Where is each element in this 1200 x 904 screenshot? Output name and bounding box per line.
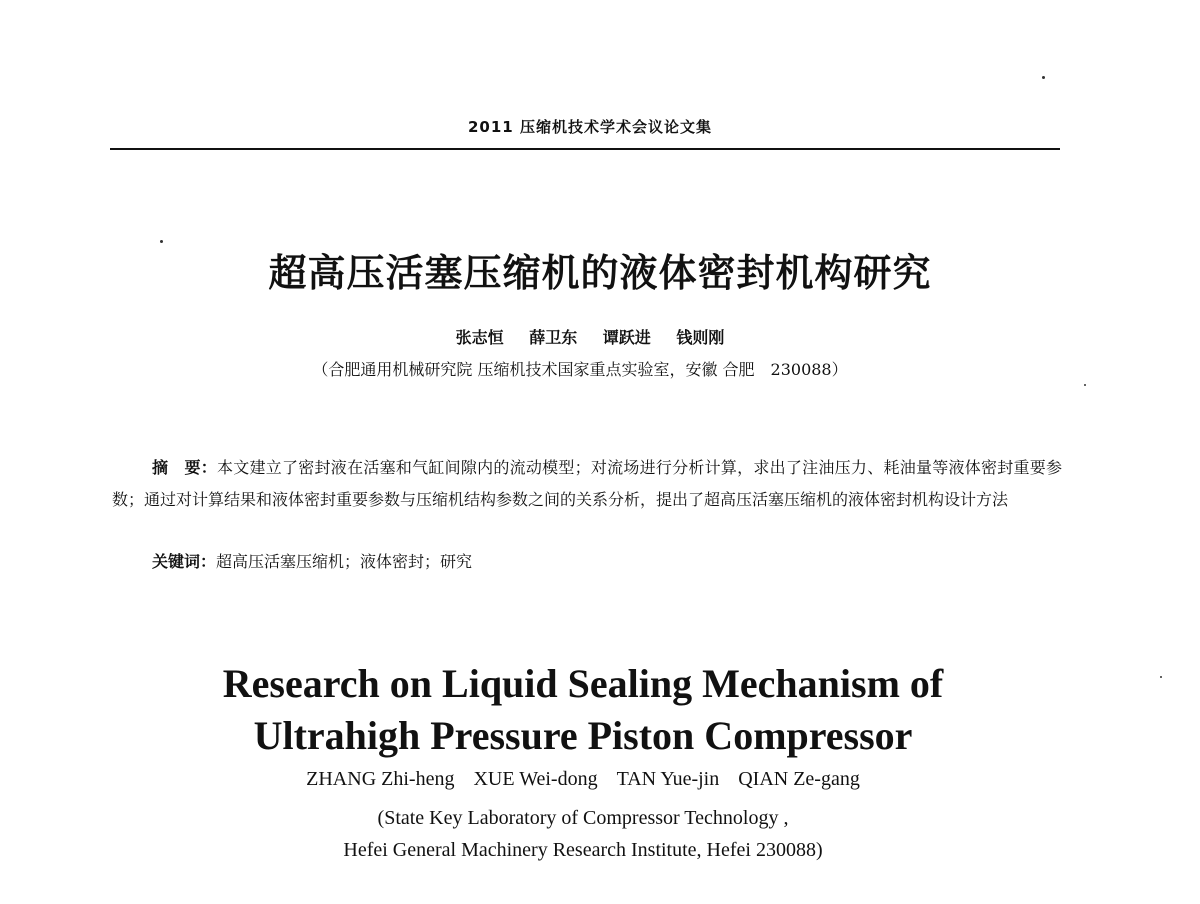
abstract-text: 本文建立了密封液在活塞和气缸间隙内的流动模型；对流场进行分析计算，求出了注油压力、耗油量等液体密封重要参数；通过对计算结果和液体密封重要参数与压缩机结构参数之间的关系分析，提出了超高压活塞压缩机的液体密封机构设计方法	[112, 458, 1062, 509]
scan-speck	[1084, 384, 1086, 386]
keywords-text: 超高压活塞压缩机；液体密封；研究	[216, 552, 473, 571]
english-affiliation	[0, 802, 1166, 866]
scan-speck	[1160, 676, 1162, 678]
english-author: QIAN Ze-gang	[738, 768, 860, 790]
english-author: XUE Wei-dong	[473, 768, 598, 790]
keywords-label: 关键词：	[152, 552, 217, 571]
english-authors	[0, 768, 1166, 791]
chinese-author: 钱则刚	[676, 328, 725, 347]
chinese-title: 超高压活塞压缩机的液体密封机构研究	[268, 250, 932, 295]
english-author: ZHANG Zhi-heng	[306, 768, 455, 790]
english-author: TAN Yue-jin	[616, 768, 720, 790]
abstract-label: 摘 要：	[152, 458, 218, 477]
chinese-author: 张志恒	[455, 328, 504, 347]
english-affiliation-line: Hefei General Machinery Research Institute, Hefei 230088)	[343, 839, 823, 861]
english-title-line: Ultrahigh Pressure Piston Compressor	[253, 713, 913, 758]
chinese-keywords	[152, 548, 1052, 576]
chinese-authors	[0, 325, 1180, 348]
chinese-author: 薛卫东	[529, 328, 578, 347]
running-header: 2011 压缩机技术学术会议论文集	[468, 118, 712, 136]
scan-speck	[160, 240, 163, 243]
chinese-abstract	[112, 452, 1062, 516]
english-title-line: Research on Liquid Sealing Mechanism of	[222, 661, 944, 706]
chinese-author: 谭跃进	[602, 328, 651, 347]
chinese-affiliation: （合肥通用机械研究院 压缩机技术国家重点实验室，安徽 合肥 230088）	[312, 360, 848, 379]
english-title	[0, 658, 1166, 762]
header-rule	[110, 148, 1060, 150]
scan-speck	[1042, 76, 1045, 79]
english-affiliation-line: (State Key Laboratory of Compressor Technology ,	[377, 807, 789, 829]
